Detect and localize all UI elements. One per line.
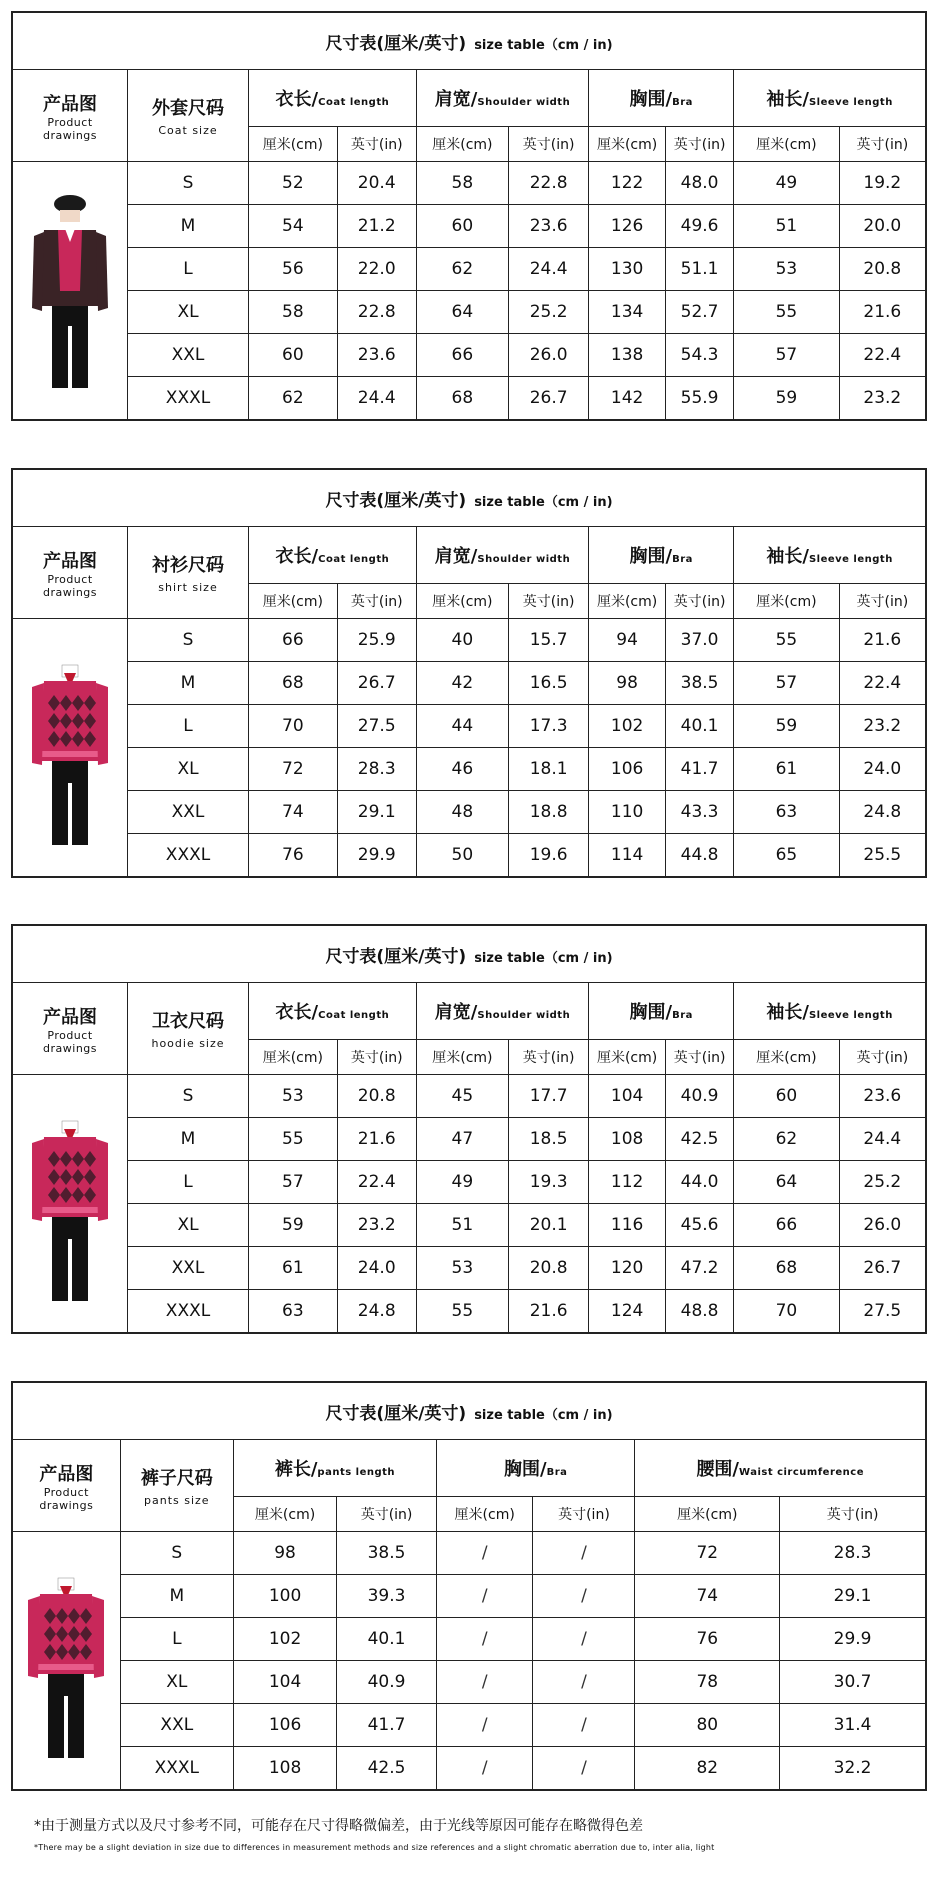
table-cell: 53 <box>249 1075 338 1118</box>
table-row <box>13 334 926 377</box>
table-cell: 22.8 <box>337 291 416 334</box>
table-cell: 59 <box>734 705 839 748</box>
table-cell: 26.7 <box>337 662 416 705</box>
size-label: S <box>120 1532 233 1575</box>
table-cell: 63 <box>249 1290 338 1333</box>
table-cell: 44.8 <box>665 834 733 877</box>
column-header: 胸围/Bra <box>589 70 734 127</box>
table-cell: 47.2 <box>665 1247 733 1290</box>
table-cell: 70 <box>249 705 338 748</box>
table-cell: 116 <box>589 1204 666 1247</box>
table-cell: 24.4 <box>509 248 589 291</box>
table-cell: 42 <box>416 662 508 705</box>
column-header: 裤长/pants length <box>233 1440 436 1497</box>
table-cell: 60 <box>249 334 338 377</box>
table-cell: 42.5 <box>665 1118 733 1161</box>
column-header: 袖长/Sleeve length <box>734 527 926 584</box>
table-cell: / <box>533 1618 635 1661</box>
table-cell: 22.4 <box>839 662 925 705</box>
table-cell: 27.5 <box>839 1290 925 1333</box>
table-row <box>13 1118 926 1161</box>
table-cell: 24.4 <box>839 1118 925 1161</box>
size-label: M <box>128 1118 249 1161</box>
size-label: S <box>128 619 249 662</box>
table-cell: 20.0 <box>839 205 925 248</box>
size-label: XXXL <box>128 834 249 877</box>
table-cell: 68 <box>416 377 508 420</box>
unit-cm: 厘米(cm) <box>233 1497 336 1532</box>
unit-in: 英寸(in) <box>337 1040 416 1075</box>
table-cell: 76 <box>249 834 338 877</box>
table-cell: 19.2 <box>839 162 925 205</box>
size-label: XXL <box>120 1704 233 1747</box>
table-cell: 74 <box>635 1575 780 1618</box>
table-cell: 29.9 <box>337 834 416 877</box>
table-cell: 66 <box>416 334 508 377</box>
table-cell: 23.6 <box>509 205 589 248</box>
unit-in: 英寸(in) <box>509 584 589 619</box>
unit-cm: 厘米(cm) <box>249 584 338 619</box>
unit-in: 英寸(in) <box>839 127 925 162</box>
table-cell: 55 <box>734 291 839 334</box>
size-header: 裤子尺码 pants size <box>120 1440 233 1532</box>
table-cell: 124 <box>589 1290 666 1333</box>
table-cell: 57 <box>734 334 839 377</box>
table-cell: 24.8 <box>839 791 925 834</box>
table-cell: 40.9 <box>665 1075 733 1118</box>
table-cell: 138 <box>589 334 666 377</box>
table-cell: 15.7 <box>509 619 589 662</box>
measurement-note-en: *There may be a slight deviation in size due to differences in measurement methods and size references and a slight chromatic aberration due to, inter alia, light <box>34 1843 715 1852</box>
column-header: 肩宽/Shoulder width <box>416 527 589 584</box>
unit-in: 英寸(in) <box>337 1497 437 1532</box>
unit-in: 英寸(in) <box>533 1497 635 1532</box>
table-cell: 70 <box>734 1290 839 1333</box>
table-cell: 62 <box>734 1118 839 1161</box>
table-cell: 52.7 <box>665 291 733 334</box>
table-cell: 54 <box>249 205 338 248</box>
table-cell: 72 <box>249 748 338 791</box>
table-cell: 16.5 <box>509 662 589 705</box>
size-label: L <box>128 705 249 748</box>
size-table-coat <box>11 11 927 421</box>
table-cell: 49 <box>416 1161 508 1204</box>
table-cell: 59 <box>734 377 839 420</box>
table-cell: 104 <box>589 1075 666 1118</box>
table-cell: 54.3 <box>665 334 733 377</box>
table-cell: 44 <box>416 705 508 748</box>
table-cell: 26.0 <box>839 1204 925 1247</box>
table-cell: 22.4 <box>337 1161 416 1204</box>
table-cell: 134 <box>589 291 666 334</box>
table-row <box>13 1704 926 1747</box>
table-cell: 25.2 <box>509 291 589 334</box>
table-cell: 40 <box>416 619 508 662</box>
unit-in: 英寸(in) <box>509 127 589 162</box>
size-label: XL <box>120 1661 233 1704</box>
column-header: 腰围/Waist circumference <box>635 1440 926 1497</box>
table-cell: 25.5 <box>839 834 925 877</box>
size-label: XXL <box>128 1247 249 1290</box>
size-table-pants <box>11 1381 927 1791</box>
table-cell: 26.7 <box>839 1247 925 1290</box>
table-cell: 20.4 <box>337 162 416 205</box>
table-cell: 62 <box>416 248 508 291</box>
table-cell: 102 <box>589 705 666 748</box>
table-row <box>13 1532 926 1575</box>
table-cell: 22.4 <box>839 334 925 377</box>
table-cell: 22.8 <box>509 162 589 205</box>
unit-cm: 厘米(cm) <box>416 127 508 162</box>
size-header: 衬衫尺码 shirt size <box>128 527 249 619</box>
table-cell: / <box>436 1618 532 1661</box>
table-cell: 60 <box>416 205 508 248</box>
table-cell: 19.6 <box>509 834 589 877</box>
table-cell: 59 <box>249 1204 338 1247</box>
table-cell: 23.6 <box>337 334 416 377</box>
table-row <box>13 291 926 334</box>
table-cell: / <box>533 1661 635 1704</box>
table-cell: 21.6 <box>337 1118 416 1161</box>
sweater-outfit-drawing <box>26 1556 106 1766</box>
table-cell: 26.0 <box>509 334 589 377</box>
unit-cm: 厘米(cm) <box>734 584 839 619</box>
product-drawing-header: 产品图 Product drawings <box>13 527 128 619</box>
unit-cm: 厘米(cm) <box>249 1040 338 1075</box>
table-cell: / <box>436 1575 532 1618</box>
unit-in: 英寸(in) <box>780 1497 926 1532</box>
table-cell: 58 <box>416 162 508 205</box>
table-cell: 64 <box>734 1161 839 1204</box>
unit-in: 英寸(in) <box>665 584 733 619</box>
unit-cm: 厘米(cm) <box>635 1497 780 1532</box>
measurement-note-cn: *由于测量方式以及尺寸参考不同，可能存在尺寸得略微偏差，由于光线等原因可能存在略微得色差 <box>34 1818 643 1834</box>
size-table-hoodie <box>11 924 927 1334</box>
column-header: 肩宽/Shoulder width <box>416 983 589 1040</box>
table-row <box>13 748 926 791</box>
table-cell: 23.2 <box>337 1204 416 1247</box>
unit-cm: 厘米(cm) <box>734 1040 839 1075</box>
unit-in: 英寸(in) <box>839 584 925 619</box>
table-cell: 48.0 <box>665 162 733 205</box>
table-cell: 104 <box>233 1661 336 1704</box>
table-cell: 27.5 <box>337 705 416 748</box>
table-title: 尺寸表(厘米/英寸) size table（cm / in) <box>13 1383 926 1440</box>
table-title: 尺寸表(厘米/英寸) size table（cm / in) <box>13 13 926 70</box>
table-cell: 66 <box>734 1204 839 1247</box>
unit-cm: 厘米(cm) <box>416 1040 508 1075</box>
table-cell: 17.7 <box>509 1075 589 1118</box>
table-cell: 106 <box>589 748 666 791</box>
size-label: XL <box>128 748 249 791</box>
size-label: XXXL <box>128 377 249 420</box>
table-cell: 48 <box>416 791 508 834</box>
table-cell: 28.3 <box>780 1532 926 1575</box>
table-cell: 60 <box>734 1075 839 1118</box>
table-cell: 32.2 <box>780 1747 926 1790</box>
table-cell: 122 <box>589 162 666 205</box>
table-cell: 78 <box>635 1661 780 1704</box>
size-label: L <box>128 248 249 291</box>
table-cell: 62 <box>249 377 338 420</box>
table-cell: 23.2 <box>839 377 925 420</box>
table-row <box>13 1290 926 1333</box>
table-cell: 61 <box>249 1247 338 1290</box>
table-cell: 23.2 <box>839 705 925 748</box>
table-cell: 82 <box>635 1747 780 1790</box>
unit-cm: 厘米(cm) <box>436 1497 532 1532</box>
table-cell: 30.7 <box>780 1661 926 1704</box>
column-header: 胸围/Bra <box>436 1440 635 1497</box>
table-cell: 51.1 <box>665 248 733 291</box>
table-cell: 57 <box>734 662 839 705</box>
table-cell: / <box>436 1661 532 1704</box>
table-cell: 57 <box>249 1161 338 1204</box>
unit-in: 英寸(in) <box>509 1040 589 1075</box>
table-cell: 114 <box>589 834 666 877</box>
unit-cm: 厘米(cm) <box>589 584 666 619</box>
table-cell: 18.5 <box>509 1118 589 1161</box>
unit-cm: 厘米(cm) <box>249 127 338 162</box>
table-cell: 40.9 <box>337 1661 437 1704</box>
size-label: L <box>128 1161 249 1204</box>
table-cell: / <box>436 1747 532 1790</box>
table-cell: 47 <box>416 1118 508 1161</box>
table-cell: 20.8 <box>839 248 925 291</box>
table-row <box>13 377 926 420</box>
table-cell: 41.7 <box>665 748 733 791</box>
table-cell: / <box>533 1704 635 1747</box>
table-row <box>13 1575 926 1618</box>
unit-in: 英寸(in) <box>337 584 416 619</box>
table-cell: 44.0 <box>665 1161 733 1204</box>
table-cell: 31.4 <box>780 1704 926 1747</box>
table-cell: 55.9 <box>665 377 733 420</box>
table-cell: 24.0 <box>839 748 925 791</box>
table-row <box>13 205 926 248</box>
product-drawing <box>13 1532 121 1790</box>
product-drawing <box>13 619 128 877</box>
table-cell: / <box>436 1704 532 1747</box>
table-cell: 42.5 <box>337 1747 437 1790</box>
table-cell: 24.4 <box>337 377 416 420</box>
table-row <box>13 1204 926 1247</box>
unit-in: 英寸(in) <box>665 127 733 162</box>
table-cell: 55 <box>249 1118 338 1161</box>
table-cell: 23.6 <box>839 1075 925 1118</box>
table-row <box>13 248 926 291</box>
size-label: XXL <box>128 791 249 834</box>
table-row <box>13 791 926 834</box>
size-label: XL <box>128 291 249 334</box>
table-cell: 106 <box>233 1704 336 1747</box>
table-cell: 52 <box>249 162 338 205</box>
column-header: 衣长/Coat length <box>249 983 417 1040</box>
coat-outfit-drawing <box>30 186 110 396</box>
column-header: 衣长/Coat length <box>249 70 417 127</box>
table-cell: 68 <box>734 1247 839 1290</box>
table-cell: 55 <box>734 619 839 662</box>
table-cell: 41.7 <box>337 1704 437 1747</box>
size-label: M <box>128 205 249 248</box>
table-cell: 108 <box>233 1747 336 1790</box>
unit-cm: 厘米(cm) <box>589 127 666 162</box>
product-drawing-header: 产品图 Product drawings <box>13 70 128 162</box>
table-row <box>13 162 926 205</box>
table-cell: 61 <box>734 748 839 791</box>
table-cell: 51 <box>416 1204 508 1247</box>
table-row <box>13 1747 926 1790</box>
table-cell: 66 <box>249 619 338 662</box>
table-cell: 38.5 <box>665 662 733 705</box>
table-cell: 53 <box>416 1247 508 1290</box>
table-cell: 110 <box>589 791 666 834</box>
table-cell: 49 <box>734 162 839 205</box>
size-label: S <box>128 162 249 205</box>
table-row <box>13 705 926 748</box>
table-cell: 102 <box>233 1618 336 1661</box>
size-label: S <box>128 1075 249 1118</box>
table-cell: 142 <box>589 377 666 420</box>
table-cell: / <box>436 1532 532 1575</box>
unit-cm: 厘米(cm) <box>734 127 839 162</box>
table-row <box>13 1161 926 1204</box>
table-cell: 76 <box>635 1618 780 1661</box>
size-header: 外套尺码 Coat size <box>128 70 249 162</box>
table-cell: 18.1 <box>509 748 589 791</box>
table-cell: 20.1 <box>509 1204 589 1247</box>
table-cell: 19.3 <box>509 1161 589 1204</box>
table-cell: / <box>533 1532 635 1575</box>
unit-cm: 厘米(cm) <box>589 1040 666 1075</box>
table-cell: 108 <box>589 1118 666 1161</box>
table-cell: 112 <box>589 1161 666 1204</box>
table-cell: 43.3 <box>665 791 733 834</box>
unit-in: 英寸(in) <box>665 1040 733 1075</box>
table-cell: 22.0 <box>337 248 416 291</box>
table-cell: 24.8 <box>337 1290 416 1333</box>
product-drawing <box>13 162 128 420</box>
size-label: XXXL <box>120 1747 233 1790</box>
column-header: 胸围/Bra <box>589 527 734 584</box>
table-cell: 20.8 <box>337 1075 416 1118</box>
table-row <box>13 1618 926 1661</box>
table-row <box>13 1661 926 1704</box>
table-cell: 26.7 <box>509 377 589 420</box>
table-cell: 17.3 <box>509 705 589 748</box>
table-cell: 53 <box>734 248 839 291</box>
table-cell: 68 <box>249 662 338 705</box>
table-cell: 21.6 <box>839 291 925 334</box>
table-cell: 80 <box>635 1704 780 1747</box>
table-cell: 98 <box>589 662 666 705</box>
table-row <box>13 619 926 662</box>
table-cell: 29.9 <box>780 1618 926 1661</box>
table-cell: 100 <box>233 1575 336 1618</box>
table-cell: 98 <box>233 1532 336 1575</box>
table-cell: 126 <box>589 205 666 248</box>
table-cell: 56 <box>249 248 338 291</box>
table-cell: 58 <box>249 291 338 334</box>
table-cell: 55 <box>416 1290 508 1333</box>
table-cell: 46 <box>416 748 508 791</box>
unit-in: 英寸(in) <box>839 1040 925 1075</box>
table-cell: / <box>533 1747 635 1790</box>
table-cell: 20.8 <box>509 1247 589 1290</box>
table-row <box>13 1075 926 1118</box>
product-drawing <box>13 1075 128 1333</box>
size-label: M <box>128 662 249 705</box>
table-cell: 45.6 <box>665 1204 733 1247</box>
unit-in: 英寸(in) <box>337 127 416 162</box>
size-label: XL <box>128 1204 249 1247</box>
size-label: XXL <box>128 334 249 377</box>
table-cell: 18.8 <box>509 791 589 834</box>
table-cell: 24.0 <box>337 1247 416 1290</box>
table-cell: 28.3 <box>337 748 416 791</box>
table-cell: 40.1 <box>337 1618 437 1661</box>
table-cell: 45 <box>416 1075 508 1118</box>
table-cell: 40.1 <box>665 705 733 748</box>
table-title: 尺寸表(厘米/英寸) size table（cm / in) <box>13 926 926 983</box>
size-label: M <box>120 1575 233 1618</box>
column-header: 袖长/Sleeve length <box>734 983 926 1040</box>
table-cell: 64 <box>416 291 508 334</box>
column-header: 肩宽/Shoulder width <box>416 70 589 127</box>
table-cell: 65 <box>734 834 839 877</box>
table-row <box>13 1247 926 1290</box>
table-cell: 48.8 <box>665 1290 733 1333</box>
table-cell: 21.2 <box>337 205 416 248</box>
table-cell: 21.6 <box>509 1290 589 1333</box>
table-row <box>13 662 926 705</box>
size-header: 卫衣尺码 hoodie size <box>128 983 249 1075</box>
column-header: 胸围/Bra <box>589 983 734 1040</box>
sweater-outfit-drawing <box>30 643 110 853</box>
size-table-shirt <box>11 468 927 878</box>
table-cell: 39.3 <box>337 1575 437 1618</box>
table-cell: 38.5 <box>337 1532 437 1575</box>
table-cell: 25.9 <box>337 619 416 662</box>
table-cell: 21.6 <box>839 619 925 662</box>
table-cell: 130 <box>589 248 666 291</box>
table-cell: 29.1 <box>780 1575 926 1618</box>
table-cell: 74 <box>249 791 338 834</box>
size-label: L <box>120 1618 233 1661</box>
table-cell: 63 <box>734 791 839 834</box>
table-cell: 49.6 <box>665 205 733 248</box>
table-cell: / <box>533 1575 635 1618</box>
table-row <box>13 834 926 877</box>
product-drawing-header: 产品图 Product drawings <box>13 1440 121 1532</box>
sweater-outfit-drawing <box>30 1099 110 1309</box>
table-cell: 94 <box>589 619 666 662</box>
table-cell: 120 <box>589 1247 666 1290</box>
table-cell: 51 <box>734 205 839 248</box>
product-drawing-header: 产品图 Product drawings <box>13 983 128 1075</box>
unit-cm: 厘米(cm) <box>416 584 508 619</box>
column-header: 袖长/Sleeve length <box>734 70 926 127</box>
table-cell: 72 <box>635 1532 780 1575</box>
table-cell: 25.2 <box>839 1161 925 1204</box>
table-cell: 37.0 <box>665 619 733 662</box>
column-header: 衣长/Coat length <box>249 527 417 584</box>
table-title: 尺寸表(厘米/英寸) size table（cm / in) <box>13 470 926 527</box>
table-cell: 29.1 <box>337 791 416 834</box>
size-label: XXXL <box>128 1290 249 1333</box>
table-cell: 50 <box>416 834 508 877</box>
